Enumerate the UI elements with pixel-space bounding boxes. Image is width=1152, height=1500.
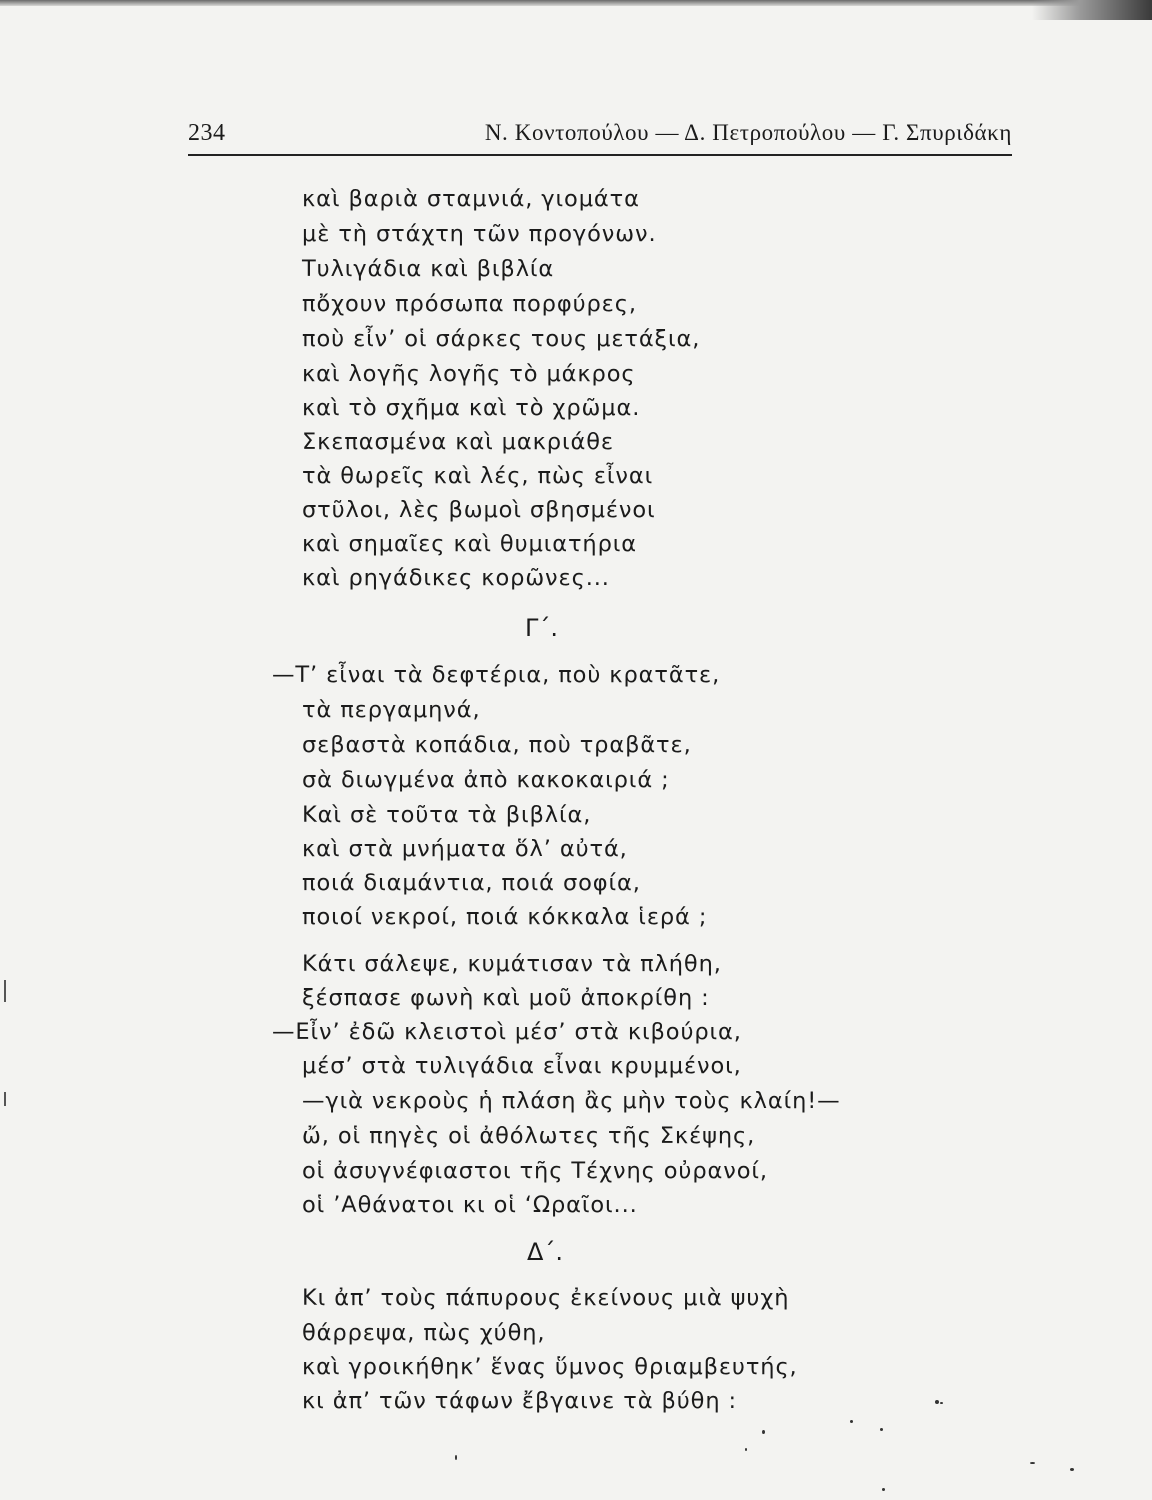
- poem-line: στῦλοι, λὲς βωμοὶ σβησμένοι: [302, 497, 656, 523]
- scan-speck: [455, 1455, 457, 1460]
- poem-line: καὶ στὰ μνήματα ὅλ’ αὐτά,: [302, 836, 628, 862]
- poem-line: ποὺ εἶν’ οἱ σάρκες τους μετάξια,: [302, 326, 701, 352]
- running-head: Ν. Κοντοπούλου — Δ. Πετροπούλου — Γ. Σπυριδάκη: [484, 120, 1012, 145]
- poem-line: —γιὰ νεκροὺς ἡ πλάση ἂς μὴν τοὺς κλαίη!—: [302, 1088, 841, 1114]
- scan-speck: [1070, 1468, 1074, 1471]
- poem-line: καὶ βαριὰ σταμνιά, γιομάτα: [302, 186, 640, 212]
- poem-line: Σκεπασμένα καὶ μακριάθε: [302, 429, 614, 455]
- poem-line: οἱ ’Αθάνατοι κι οἱ ‘Ωραῖοι...: [302, 1192, 638, 1218]
- scan-speck: [882, 1488, 885, 1491]
- scan-speck: [935, 1400, 939, 1404]
- poem-line: Κάτι σάλεψε, κυμάτισαν τὰ πλήθη,: [302, 951, 722, 977]
- section-heading-d: Δ΄.: [527, 1238, 564, 1266]
- poem-line: σεβαστὰ κοπάδια, ποὺ τραβᾶτε,: [302, 732, 692, 758]
- poem-line: —Εἶν’ ἐδῶ κλειστοὶ μέσ’ στὰ κιβούρια,: [272, 1019, 742, 1045]
- poem-line: οἱ ἀσυγνέφιαστοι τῆς Τέχνης οὐρανοί,: [302, 1158, 768, 1184]
- scan-speck: [1030, 1462, 1035, 1464]
- page-number: 234: [188, 120, 226, 146]
- poem-line: πὄχουν πρόσωπα πορφύρες,: [302, 291, 637, 317]
- scan-speck: [762, 1430, 765, 1434]
- poem-line: μὲ τὴ στάχτη τῶν προγόνων.: [302, 221, 657, 247]
- section-heading-c: Γ΄.: [525, 614, 558, 642]
- scan-speck: [745, 1448, 747, 1451]
- poem-line: ὤ, οἱ πηγὲς οἱ ἀθόλωτες τῆς Σκέψης,: [302, 1123, 756, 1149]
- poem-line: καὶ λογῆς λογῆς τὸ μάκρος: [302, 361, 636, 387]
- poem-line: Τυλιγάδια καὶ βιβλία: [302, 256, 555, 282]
- scan-speck: [940, 1402, 943, 1404]
- poem-line: μέσ’ στὰ τυλιγάδια εἶναι κρυμμένοι,: [302, 1053, 742, 1079]
- poem-line: καὶ σημαῖες καὶ θυμιατήρια: [302, 531, 637, 557]
- poem-line: θάρρεψα, πὼς χύθη,: [302, 1320, 546, 1346]
- poem-line: καὶ γροικήθηκ’ ἕνας ὕμνος θριαμβευτής,: [302, 1354, 798, 1380]
- poem-line: σὰ διωγμένα ἀπὸ κακοκαιριά ;: [302, 767, 670, 793]
- poem-line: καὶ τὸ σχῆμα καὶ τὸ χρῶμα.: [302, 395, 641, 421]
- poem-line: Κι ἀπ’ τοὺς πάπυρους ἐκείνους μιὰ ψυχὴ: [302, 1285, 790, 1311]
- poem-line: Καὶ σὲ τοῦτα τὰ βιβλία,: [302, 802, 592, 828]
- poem-line: ποιοί νεκροί, ποιά κόκκαλα ἱερά ;: [302, 904, 708, 930]
- poem-line: —Τ’ εἶναι τὰ δεφτέρια, ποὺ κρατᾶτε,: [272, 662, 721, 688]
- poem-line: ποιά διαμάντια, ποιά σοφία,: [302, 870, 641, 896]
- poem-line: κι ἀπ’ τῶν τάφων ἔβγαινε τὰ βύθη :: [302, 1388, 738, 1414]
- poem-line: ξέσπασε φωνὴ καὶ μοῦ ἀποκρίθη :: [302, 985, 710, 1011]
- poem-line: καὶ ρηγάδικες κορῶνες...: [302, 565, 610, 591]
- poem-line: τὰ περγαμηνά,: [302, 697, 481, 723]
- scan-speck: [850, 1420, 853, 1423]
- scan-speck: [880, 1428, 883, 1431]
- poem-line: τὰ θωρεῖς καὶ λές, πὼς εἶναι: [302, 463, 654, 489]
